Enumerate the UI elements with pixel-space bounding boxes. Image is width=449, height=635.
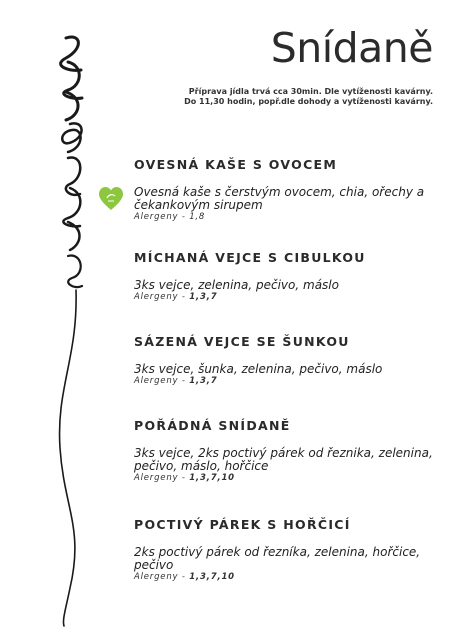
- menu-item: [134, 334, 434, 387]
- note-line: Příprava jídla trvá cca 30min. Dle vytíženosti kavárny.: [188, 87, 433, 96]
- item-description: 3ks vejce, šunka, zelenina, pečivo, máslo: [134, 362, 383, 376]
- menu-item: [134, 157, 434, 223]
- allergen-label: Alergeny -: [134, 292, 190, 302]
- item-name: OVESNÁ KAŠE S OVOCEM: [134, 157, 338, 172]
- item-allergens: [134, 572, 434, 583]
- item-description: Ovesná kaše s čerstvým ovocem, chia, ořechy a čekankovým sirupem: [134, 185, 425, 212]
- vegan-heart-icon: [98, 186, 124, 212]
- menu-item: [134, 517, 434, 583]
- menu-item: [134, 250, 434, 303]
- allergen-label: Alergeny -: [134, 572, 190, 582]
- item-description: 3ks vejce, 2ks poctivý párek od řeznika, zelenina, pečivo, máslo, hořčice: [134, 446, 433, 473]
- allergen-label: Alergeny -: [134, 376, 190, 386]
- allergen-codes: 1,3,7,10: [189, 572, 235, 582]
- item-name: SÁZENÁ VEJCE SE ŠUNKOU: [134, 334, 350, 349]
- allergen-label: Alergeny -: [134, 212, 190, 222]
- menu-script-logo: [26, 28, 96, 628]
- note-line: Do 11,30 hodin, popř.dle dohody a vytíženosti kavárny.: [184, 97, 433, 106]
- item-name: POCTIVÝ PÁREK S HOŘČICÍ: [134, 517, 351, 532]
- item-allergens: [134, 212, 434, 223]
- item-name: MÍCHANÁ VEJCE S CIBULKOU: [134, 250, 366, 265]
- item-allergens: [134, 292, 434, 303]
- allergen-codes: 1,3,7,10: [189, 473, 235, 483]
- item-allergens: [134, 376, 434, 387]
- allergen-label: Alergeny -: [134, 473, 190, 483]
- item-name: POŘÁDNÁ SNÍDANĚ: [134, 418, 291, 433]
- allergen-codes: 1,3,7: [189, 292, 218, 302]
- menu-item: [134, 418, 434, 484]
- item-allergens: [134, 473, 434, 484]
- item-description: 2ks poctivý párek od řezníka, zelenina, hořčice, pečivo: [134, 545, 421, 572]
- item-description: 3ks vejce, zelenina, pečivo, máslo: [134, 278, 339, 292]
- preparation-notes: [103, 87, 433, 107]
- allergen-codes: 1,8: [189, 212, 206, 222]
- page-title: Snídaně: [270, 24, 433, 72]
- allergen-codes: 1,3,7: [189, 376, 218, 386]
